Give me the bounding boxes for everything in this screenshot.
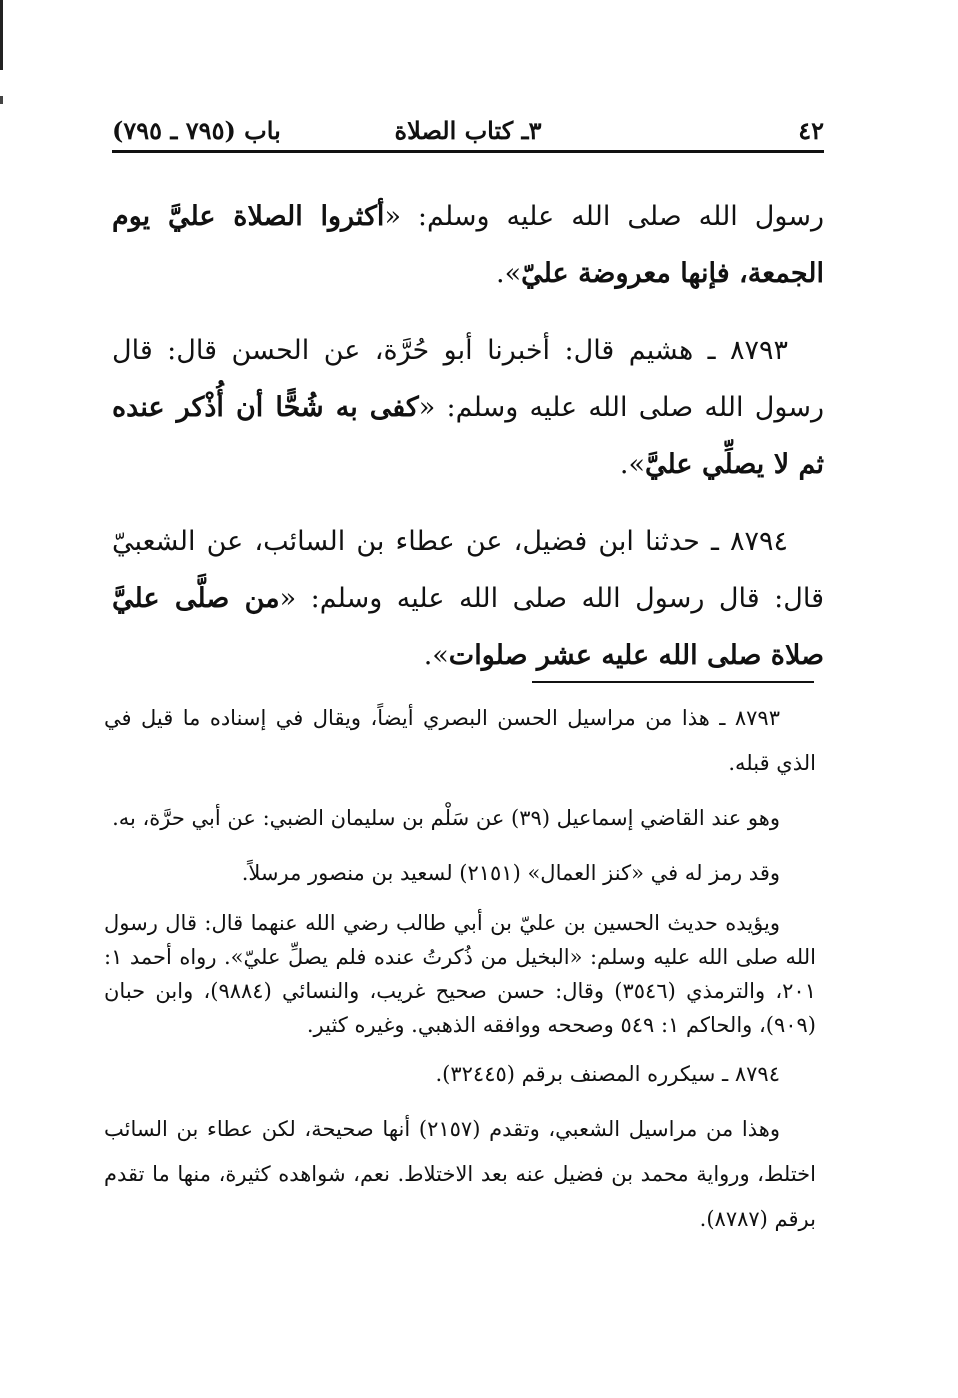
- footnote-paragraph: ويؤيده حديث الحسين بن عليّ بن أبي طالب رضي الله عنهما قال: قال رسول الله صلى الله عليه وسلم: «البخيل من ذُكرتُ عنده فلم يصلِّ عليّ». رواه أحمد ١: ٢٠١، والترمذي (٣٥٤٦) وقال: حسن صحيح غريب، والنسائي (٩٨٨٤)، وابن حبان (٩٠٩)، والحاكم ١: ٥٤٩ وصححه ووافقه الذهبي. وغيره كثير.: [104, 911, 816, 1037]
- scan-edge-mark: [0, 0, 3, 70]
- hadith-paragraph: [112, 513, 824, 684]
- main-text: [112, 188, 824, 704]
- scan-dot-mark: [0, 96, 3, 104]
- footnote-paragraph: وهذا من مراسيل الشعبي، وتقدم (٢١٥٧) أنها صحيحة، لكن عطاء بن السائب اختلط، ورواية محمد بن فضيل عنه بعد الاختلاط. نعم، شواهده كثيرة، منها ما تقدم برقم (٨٧٨٧).: [104, 1117, 816, 1231]
- footnote-paragraph: ٨٧٩٤ ـ سيكرره المصنف برقم (٣٢٤٤٥).: [435, 1062, 780, 1086]
- hadith-matn: كفى به شُحًّا أن أُذْكر عنده ثم لا يصلِّي عليَّ: [112, 392, 824, 480]
- book-title: ٣ـ كتاب الصلاة: [394, 116, 542, 145]
- hadith-close: ».: [619, 449, 645, 480]
- footnotes: [104, 696, 816, 1252]
- hadith-paragraph: [112, 322, 824, 493]
- chapter-range: باب (٧٩٥ ـ ٧٩٥): [112, 116, 281, 145]
- hadith-close: ».: [423, 640, 449, 671]
- hadith-isnad: ٨٧٩٤ ـ حدثنا ابن فضيل، عن عطاء بن السائب، عن الشعبيّ قال: قال رسول الله صلى الله عليه وسلم: «: [112, 526, 824, 614]
- hadith-isnad: رسول الله صلى الله عليه وسلم: «: [384, 201, 824, 232]
- hadith-matn: أكثروا الصلاة عليَّ يوم الجمعة، فإنها معروضة عليّ: [112, 201, 824, 289]
- page-number: ٤٢: [798, 116, 824, 145]
- footnote-paragraph: ٨٧٩٣ ـ هذا من مراسيل الحسن البصري أيضاً، ويقال في إسناده ما قيل في الذي قبله.: [104, 706, 816, 775]
- hadith-matn: من صلَّى عليَّ صلاة صلى الله عليه عشر صلوات: [112, 583, 824, 671]
- page-header: [112, 112, 824, 148]
- footnote-paragraph: وقد رمز له في «كنز العمال» (٢١٥١) لسعيد بن منصور مرسلاً.: [241, 861, 780, 885]
- footnote-separator: [532, 681, 814, 683]
- header-rule: [112, 150, 824, 153]
- hadith-paragraph: [112, 188, 824, 302]
- hadith-close: ».: [496, 258, 522, 289]
- footnote-paragraph: وهو عند القاضي إسماعيل (٣٩) عن سَلْم بن سليمان الضبي: عن أبي حرَّة، به.: [112, 806, 780, 830]
- hadith-isnad: ٨٧٩٣ ـ هشيم قال: أخبرنا أبو حُرَّة، عن الحسن قال: قال رسول الله صلى الله عليه وسلم: «: [112, 335, 825, 423]
